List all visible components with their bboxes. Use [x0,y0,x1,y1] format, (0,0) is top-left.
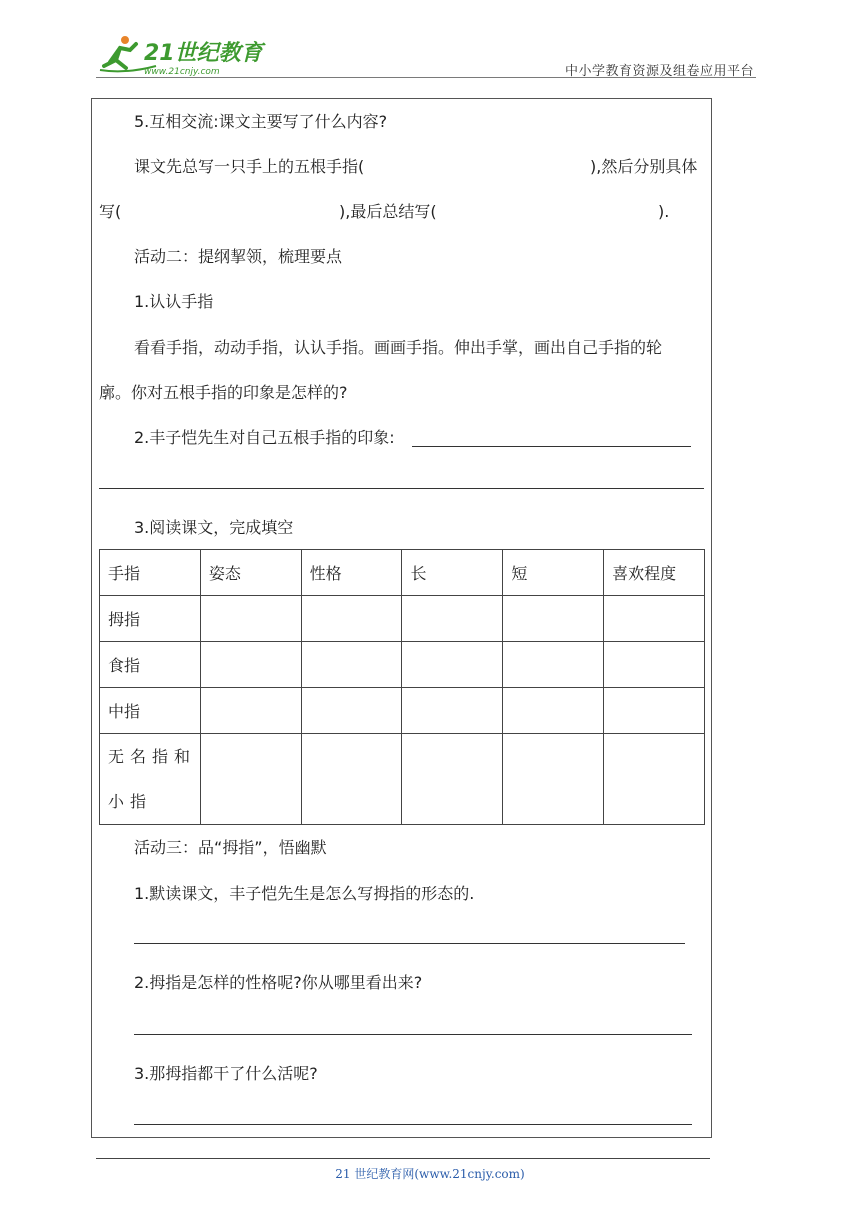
q5-line2-end: ). [658,202,670,221]
table-cell[interactable] [301,688,402,734]
row-label: 中指 [100,688,201,734]
row-label-line-2: 小指 [108,792,153,811]
col-header: 短 [503,550,604,596]
table-cell[interactable] [604,688,705,734]
table-row [100,642,705,688]
table-cell[interactable] [402,734,503,825]
table-cell[interactable] [402,642,503,688]
a2-item-1-text-1: 看看手指，动动手指，认认手指。画画手指。伸出手掌，画出自己手指的轮 [134,338,663,357]
a3-item-1: 1.默读课文，丰子恺先生是怎么写拇指的形态的. [134,884,475,903]
question-5: 5.互相交流:课文主要写了什么内容? [134,112,388,131]
table-cell[interactable] [301,734,402,825]
answer-blank-a2-2[interactable] [412,446,691,447]
table-row [100,734,705,825]
table-row [100,688,705,734]
answer-blank-a3-3[interactable] [134,1124,692,1125]
table-cell[interactable] [200,642,301,688]
a2-item-3: 3.阅读课文，完成填空 [134,518,294,537]
table-cell[interactable] [503,642,604,688]
svg-text:21世纪教育: 21世纪教育 [144,41,263,66]
footer-divider [96,1158,710,1159]
col-header: 长 [402,550,503,596]
logo [96,34,266,78]
col-header: 喜欢程度 [604,550,705,596]
q5-line1-start: 课文先总写一只手上的五根手指( [134,157,365,176]
q5-line1-end: ),然后分别具体 [590,157,698,176]
table-cell[interactable] [402,596,503,642]
row-label [100,734,201,825]
col-header: 性格 [301,550,402,596]
a2-item-2: 2.丰子恺先生对自己五根手指的印象: [134,428,395,447]
activity-3-heading: 活动三：品“拇指”，悟幽默 [134,838,327,857]
row-label: 食指 [100,642,201,688]
fingers-table [99,549,705,825]
table-cell[interactable] [301,596,402,642]
a2-item-1: 1.认认手指 [134,292,214,311]
table-cell[interactable] [503,688,604,734]
table-row [100,596,705,642]
table-cell[interactable] [604,596,705,642]
platform-name: 中小学教育资源及组卷应用平台 [564,64,754,79]
header-divider [96,77,756,78]
row-label-line-1: 无名指和 [108,747,197,766]
col-header: 姿态 [200,550,301,596]
a2-item-1-text-2: 廓。你对五根手指的印象是怎样的? [99,383,348,402]
a3-item-3: 3.那拇指都干了什么活呢? [134,1064,318,1083]
table-cell[interactable] [402,688,503,734]
answer-blank-a2-2b[interactable] [99,488,704,489]
activity-2-heading: 活动二：提纲挈领，梳理要点 [134,247,343,266]
answer-blank-a3-2[interactable] [134,1034,692,1035]
table-cell[interactable] [301,642,402,688]
svg-text:www.21cnjy.com: www.21cnjy.com [144,67,220,77]
col-header: 手指 [100,550,201,596]
table-cell[interactable] [604,734,705,825]
q5-line2-mid: ),最后总结写( [339,202,437,221]
table-cell[interactable] [200,734,301,825]
table-cell[interactable] [503,596,604,642]
page-header [0,0,860,80]
answer-blank-a3-1[interactable] [134,943,685,944]
table-cell[interactable] [200,596,301,642]
table-header-row [100,550,705,596]
table-cell[interactable] [200,688,301,734]
row-label: 拇指 [100,596,201,642]
table-cell[interactable] [503,734,604,825]
table-cell[interactable] [604,642,705,688]
q5-line2-start: 写( [99,202,122,221]
footer-site[interactable]: 21 世纪教育网(www.21cnjy.com) [335,1167,525,1181]
a3-item-2: 2.拇指是怎样的性格呢?你从哪里看出来? [134,973,423,992]
